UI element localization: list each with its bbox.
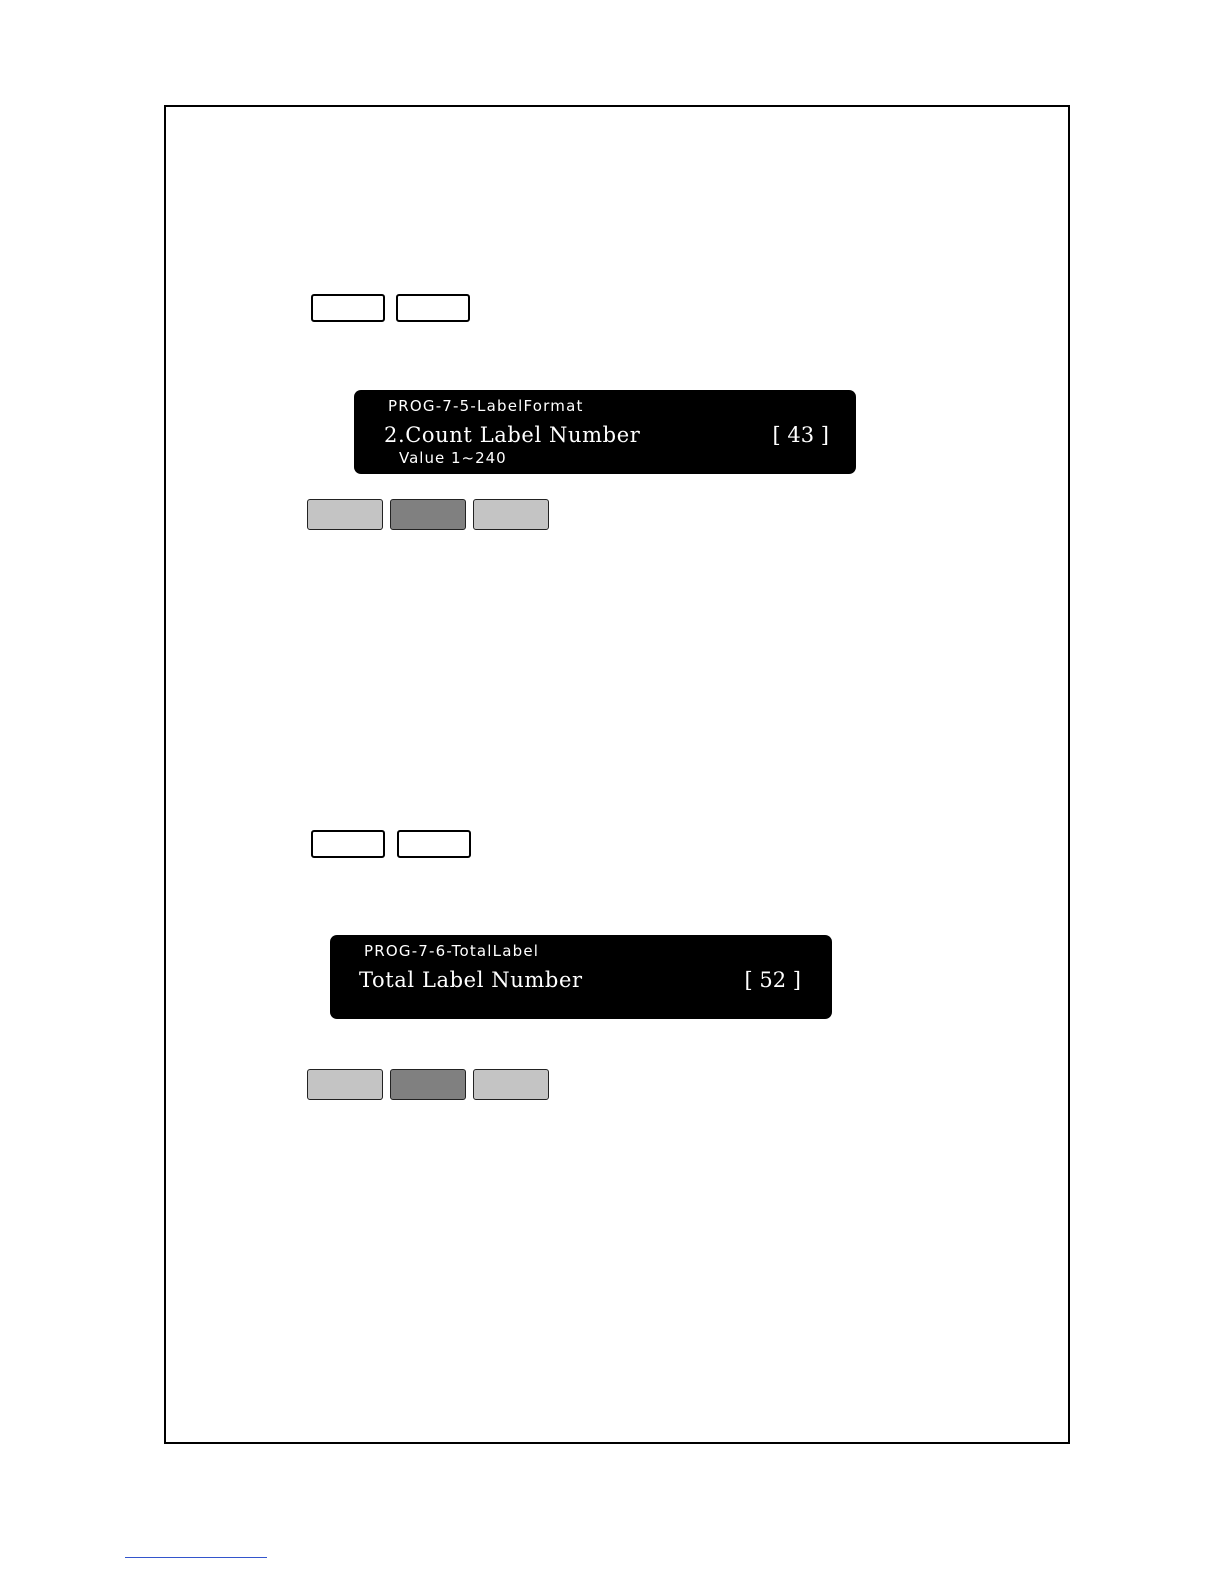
lcd-setting-value: [ 43 ] <box>772 423 829 447</box>
key-button-3[interactable] <box>311 830 385 858</box>
page-frame <box>164 105 1070 1444</box>
footer-link-underline <box>125 1557 267 1558</box>
lcd-header: PROG-7-6-TotalLabel <box>364 942 540 960</box>
key-button-2[interactable] <box>396 294 470 322</box>
key-button-right[interactable] <box>473 499 549 530</box>
key-button-1[interactable] <box>311 294 385 322</box>
lcd-setting-value: [ 52 ] <box>744 968 801 992</box>
lcd-header: PROG-7-5-LabelFormat <box>388 397 584 415</box>
lcd-display-total-label <box>330 935 832 1019</box>
lcd-setting-label: Total Label Number <box>359 968 583 992</box>
lcd-display-label-format <box>354 390 856 474</box>
key-button-left[interactable] <box>307 499 383 530</box>
key-button-center[interactable] <box>390 1069 466 1100</box>
lcd-value-hint: Value 1~240 <box>399 449 507 467</box>
key-button-center[interactable] <box>390 499 466 530</box>
key-button-right[interactable] <box>473 1069 549 1100</box>
key-button-left[interactable] <box>307 1069 383 1100</box>
lcd-setting-label: 2.Count Label Number <box>384 423 641 447</box>
key-button-4[interactable] <box>397 830 471 858</box>
